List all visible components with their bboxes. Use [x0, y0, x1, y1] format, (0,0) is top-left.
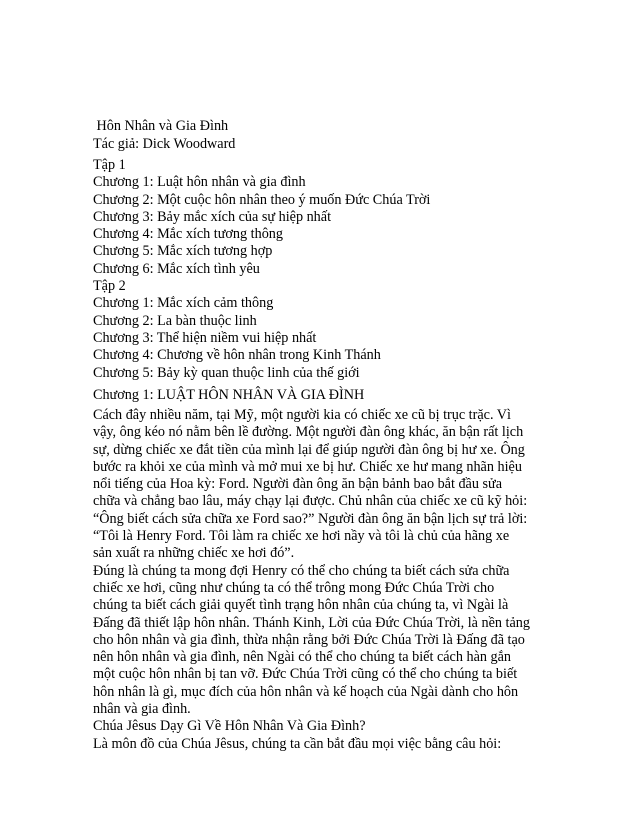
- toc-entry: Chương 6: Mắc xích tình yêu: [93, 260, 260, 277]
- body-line: hôn nhân là gì, mục đích của hôn nhân và kế hoạch của Ngài dành cho hôn: [93, 683, 519, 700]
- body-line: một cuộc hôn nhân bị tan vỡ. Đức Chúa Trời cũng có thể cho chúng ta biết: [93, 666, 518, 683]
- toc-entry: Tập 2: [93, 278, 126, 295]
- toc-entry: Chương 3: Thể hiện niềm vui hiệp nhất: [93, 329, 317, 346]
- body-line: Cách đây nhiều năm, tại Mỹ, một người kia có chiếc xe cũ bị trục trặc. Vì: [93, 407, 511, 423]
- toc-entry: Chương 3: Bảy mắc xích của sự hiệp nhất: [93, 208, 332, 225]
- body-line: chữa và chẳng bao lâu, máy chạy lại được. Chủ nhân của chiếc xe cũ kỹ hỏi:: [93, 493, 528, 510]
- toc-entry: Chương 1: Mắc xích cảm thông: [93, 295, 274, 312]
- body-line: bước ra khỏi xe của mình và mở mui xe bị hư. Chiếc xe hư mang nhãn hiệu: [93, 458, 522, 475]
- toc-entry: Chương 4: Mắc xích tương thông: [93, 226, 283, 243]
- body-line: “Ông biết cách sửa chữa xe Ford sao?” Người đàn ông ăn bận lịch sự trả lời:: [93, 510, 528, 527]
- body-line: nên hôn nhân và gia đình, nên Ngài có thể cho chúng ta biết cách hàn gắn: [93, 649, 511, 666]
- body-line: “Tôi là Henry Ford. Tôi làm ra chiếc xe hơi nầy và tôi là chủ của hãng xe: [93, 528, 510, 545]
- body-line: chiếc xe hơi, cũng như chúng ta có thể trông mong Đức Chúa Trời cho: [93, 579, 495, 596]
- document-author: Tác giả: Dick Woodward: [93, 136, 236, 152]
- body-line: nhân và gia đình.: [93, 701, 191, 718]
- body-line: cho hôn nhân và gia đình, thừa nhận rằng bởi Đức Chúa Trời là Đấng đã tạo: [93, 631, 525, 648]
- toc-entry: Chương 5: Mắc xích tương hợp: [93, 243, 273, 260]
- body-line: Đấng đã thiết lập hôn nhân. Thánh Kinh, Lời của Đức Chúa Trời, là nền tảng: [93, 614, 530, 631]
- toc-entry: Chương 1: Luật hôn nhân và gia đình: [93, 174, 306, 191]
- body-line: Đúng là chúng ta mong đợi Henry có thể cho chúng ta biết cách sửa chữa: [93, 562, 510, 579]
- body-line: sự, dừng chiếc xe đắt tiền của mình lại để giúp người đàn ông bị hư xe. Ông: [93, 441, 525, 458]
- body-line: nổi tiếng của Hoa kỳ: Ford. Người đàn ông ăn bận bảnh bao bắt đầu sửa: [93, 476, 503, 493]
- body-line: vậy, ông kéo nó nằm bên lề đường. Một người đàn ông khác, ăn bận rất lịch: [93, 424, 524, 441]
- body-line: Chúa Jêsus Dạy Gì Về Hôn Nhân Và Gia Đình?: [93, 718, 366, 735]
- body-line: Là môn đồ của Chúa Jêsus, chúng ta cần bắt đầu mọi việc bằng câu hỏi:: [93, 735, 502, 752]
- toc-entry: Tập 1: [93, 157, 126, 173]
- body-line: sản xuất ra những chiếc xe hơi đó”.: [93, 545, 295, 562]
- chapter-heading: Chương 1: LUẬT HÔN NHÂN VÀ GIA ĐÌNH: [93, 387, 365, 403]
- body-text: [93, 407, 553, 753]
- document-title: Hôn Nhân và Gia Đình: [93, 118, 229, 134]
- toc-entry: Chương 2: La bàn thuộc linh: [93, 312, 257, 329]
- toc-entry: Chương 4: Chương về hôn nhân trong Kinh Thánh: [93, 347, 381, 364]
- toc-entry: Chương 5: Bảy kỳ quan thuộc linh của thế giới: [93, 364, 360, 381]
- table-of-contents: [93, 157, 430, 382]
- toc-entry: Chương 2: Một cuộc hôn nhân theo ý muốn Đức Chúa Trời: [93, 191, 431, 208]
- body-line: chúng ta biết cách giải quyết tình trạng hôn nhân của chúng ta, vì Ngài là: [93, 597, 509, 614]
